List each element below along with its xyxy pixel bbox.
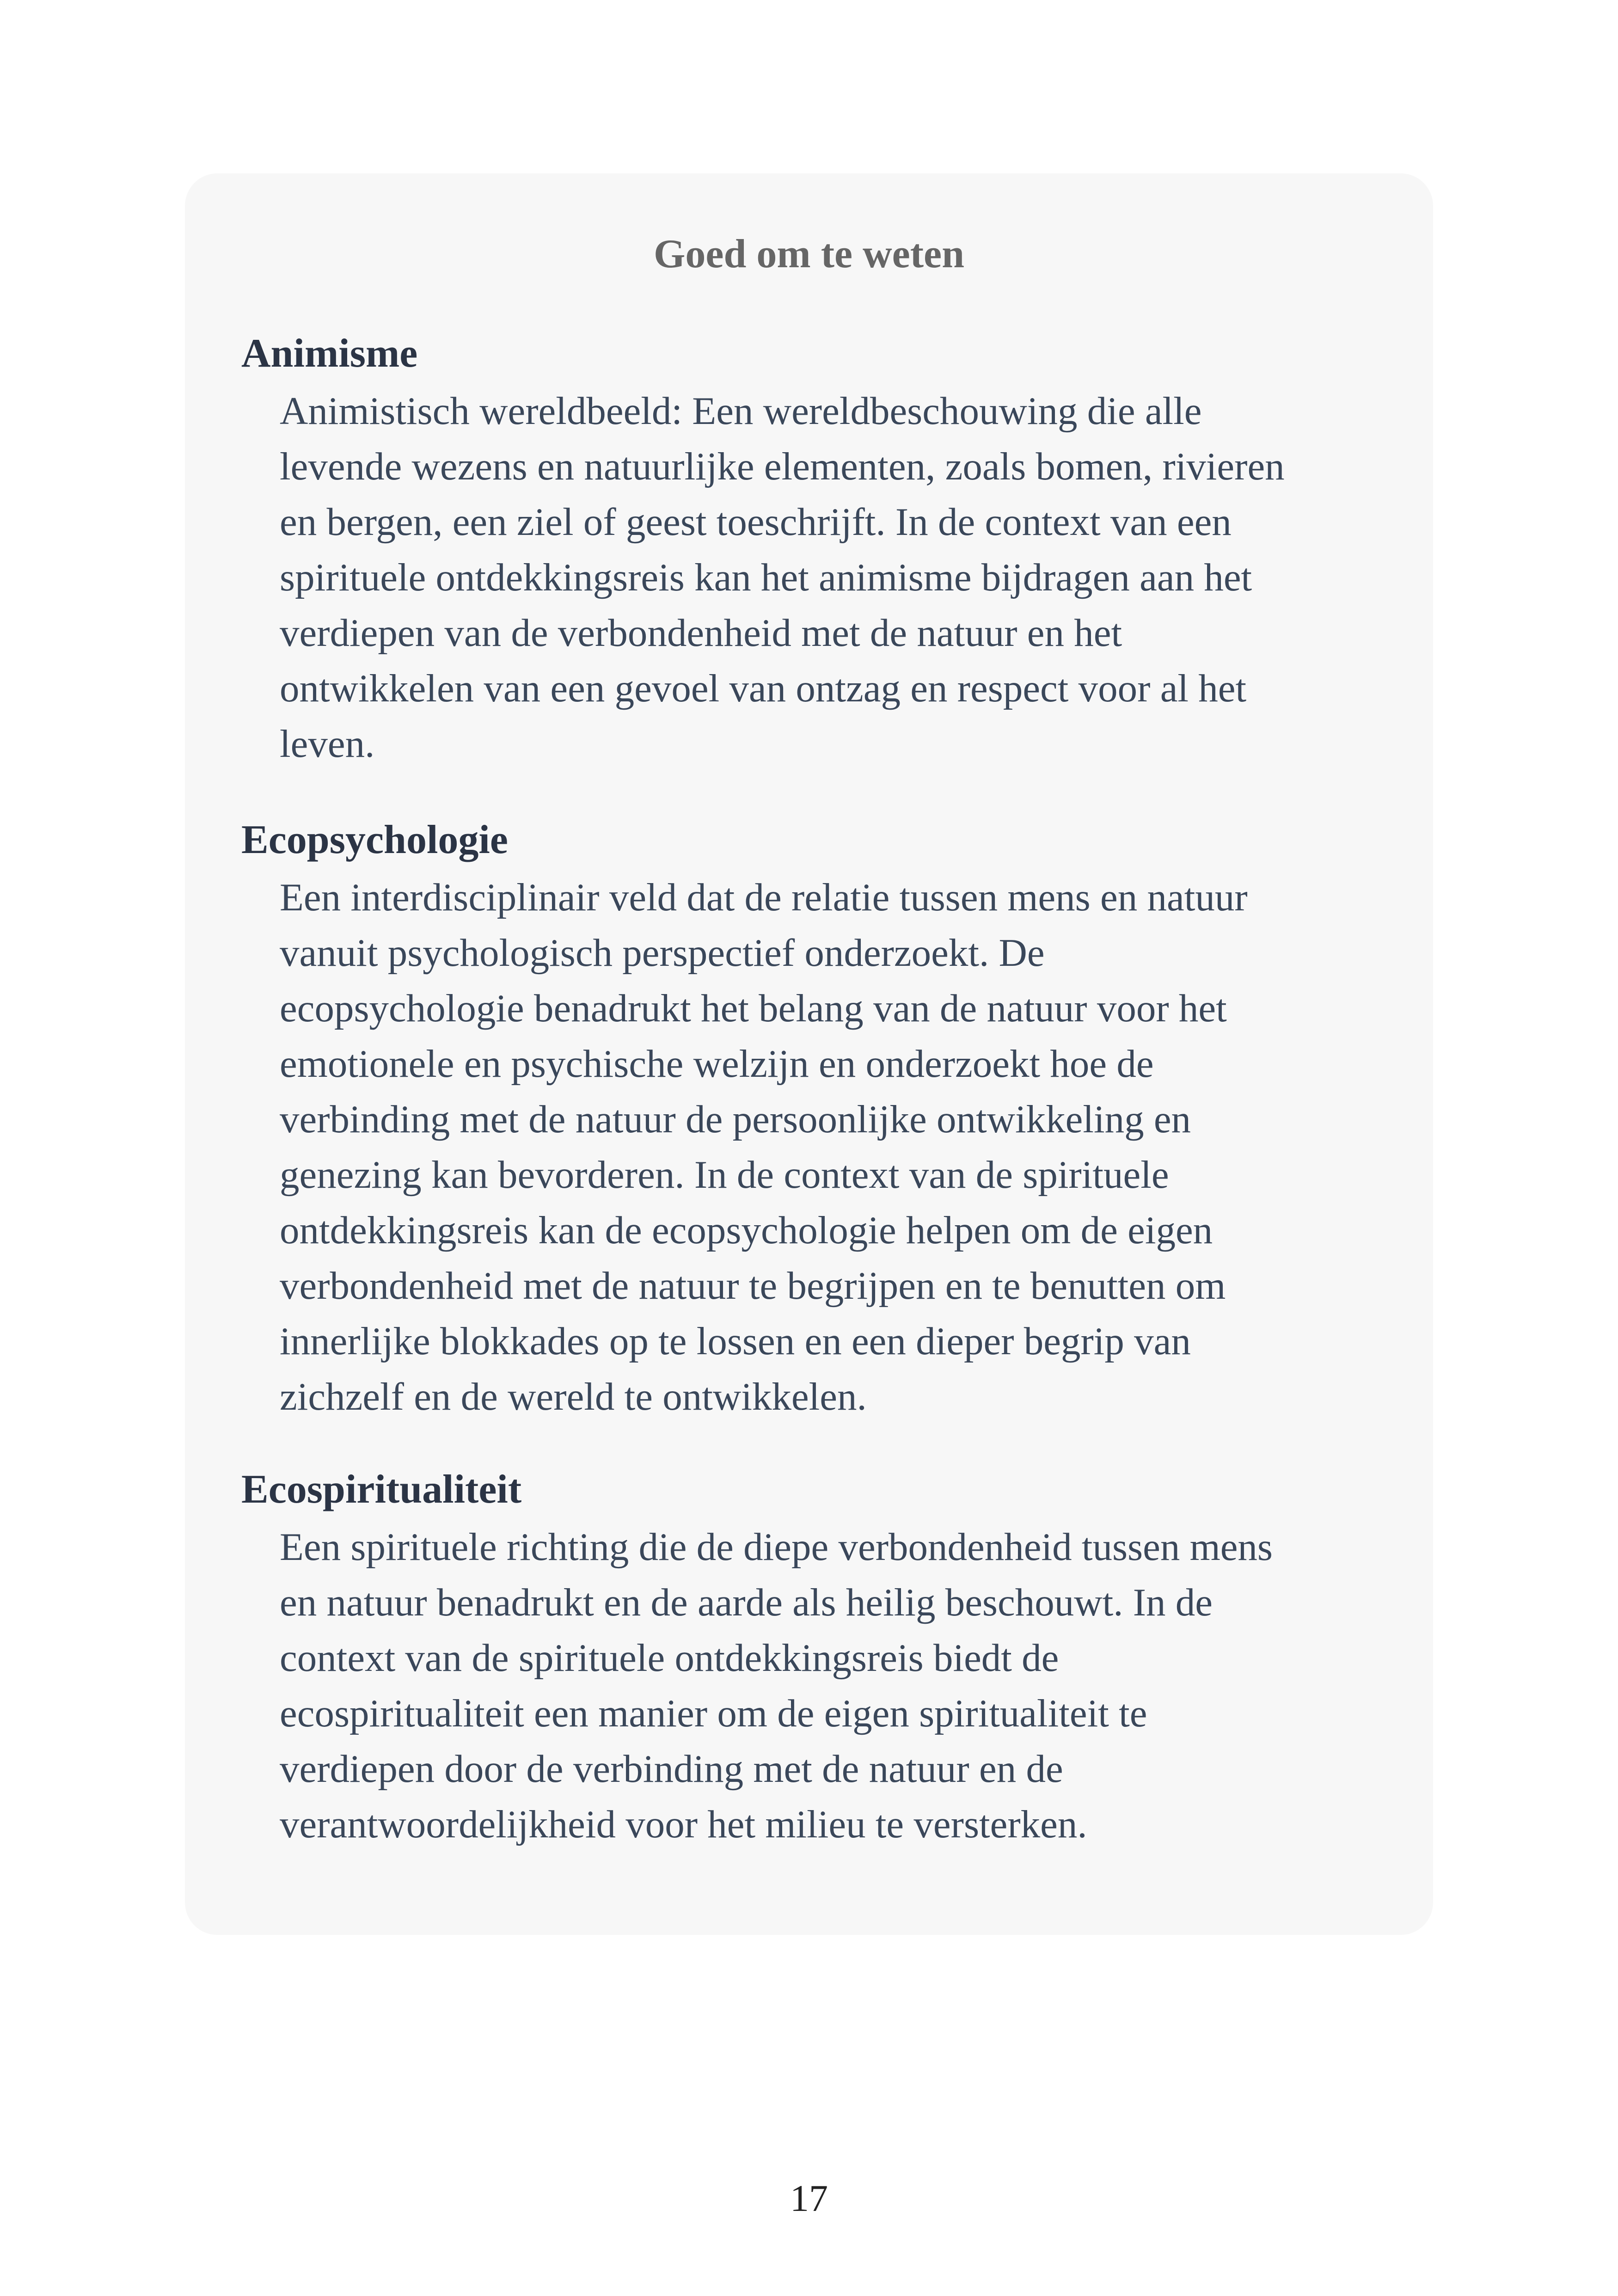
definition-line: verantwoordelijkheid voor het milieu te versterken. <box>280 1803 1087 1846</box>
info-box <box>185 173 1433 1935</box>
definition-line: ontwikkelen van een gevoel van ontzag en respect voor al het <box>280 667 1247 710</box>
definition-line: ecopsychologie benadrukt het belang van de natuur voor het <box>280 987 1227 1030</box>
glossary-definition <box>280 870 1348 1424</box>
definition-line: verdiepen van de verbondenheid met de natuur en het <box>280 611 1122 655</box>
page-number: 17 <box>790 2177 828 2219</box>
definition-line: innerlijke blokkades op te lossen en een dieper begrip van <box>280 1320 1191 1363</box>
definition-line: verbinding met de natuur de persoonlijke ontwikkeling en <box>280 1098 1191 1141</box>
glossary-definition <box>280 383 1348 772</box>
info-box-title: Goed om te weten <box>653 232 965 276</box>
definition-line: vanuit psychologisch perspectief onderzoekt. De <box>280 931 1045 975</box>
definition-line: emotionele en psychische welzijn en onderzoekt hoe de <box>280 1042 1154 1086</box>
glossary-entry-animisme <box>241 326 1397 772</box>
definition-line: en natuur benadrukt en de aarde als heilig beschouwt. In de <box>280 1581 1213 1624</box>
glossary-term: Ecopsychologie <box>241 817 508 862</box>
definition-line: leven. <box>280 722 375 766</box>
glossary-entry-ecopsychologie <box>241 812 1397 1424</box>
definition-line: context van de spirituele ontdekkingsreis biedt de <box>280 1636 1059 1680</box>
glossary-term: Animisme <box>241 331 418 376</box>
definition-line: verdiepen door de verbinding met de natuur en de <box>280 1747 1063 1791</box>
glossary-term: Ecospiritualiteit <box>241 1467 522 1512</box>
definition-line: Animistisch wereldbeeld: Een wereldbeschouwing die alle <box>280 389 1202 433</box>
definition-line: ecospiritualiteit een manier om de eigen spiritualiteit te <box>280 1692 1147 1735</box>
glossary-entry-ecospiritualiteit <box>241 1462 1397 1852</box>
definition-line: zichzelf en de wereld te ontwikkelen. <box>280 1375 867 1418</box>
definition-line: Een interdisciplinair veld dat de relatie tussen mens en natuur <box>280 876 1248 919</box>
definition-line: en bergen, een ziel of geest toeschrijft. In de context van een <box>280 500 1232 544</box>
definition-line: spirituele ontdekkingsreis kan het animisme bijdragen aan het <box>280 556 1252 599</box>
definition-line: verbondenheid met de natuur te begrijpen en te benutten om <box>280 1264 1226 1308</box>
definition-line: ontdekkingsreis kan de ecopsychologie helpen om de eigen <box>280 1209 1213 1252</box>
glossary-definition <box>280 1519 1348 1852</box>
definition-line: Een spirituele richting die de diepe verbondenheid tussen mens <box>280 1525 1273 1569</box>
definition-line: genezing kan bevorderen. In de context van de spirituele <box>280 1153 1169 1197</box>
definition-line: levende wezens en natuurlijke elementen, zoals bomen, rivieren <box>280 445 1285 488</box>
